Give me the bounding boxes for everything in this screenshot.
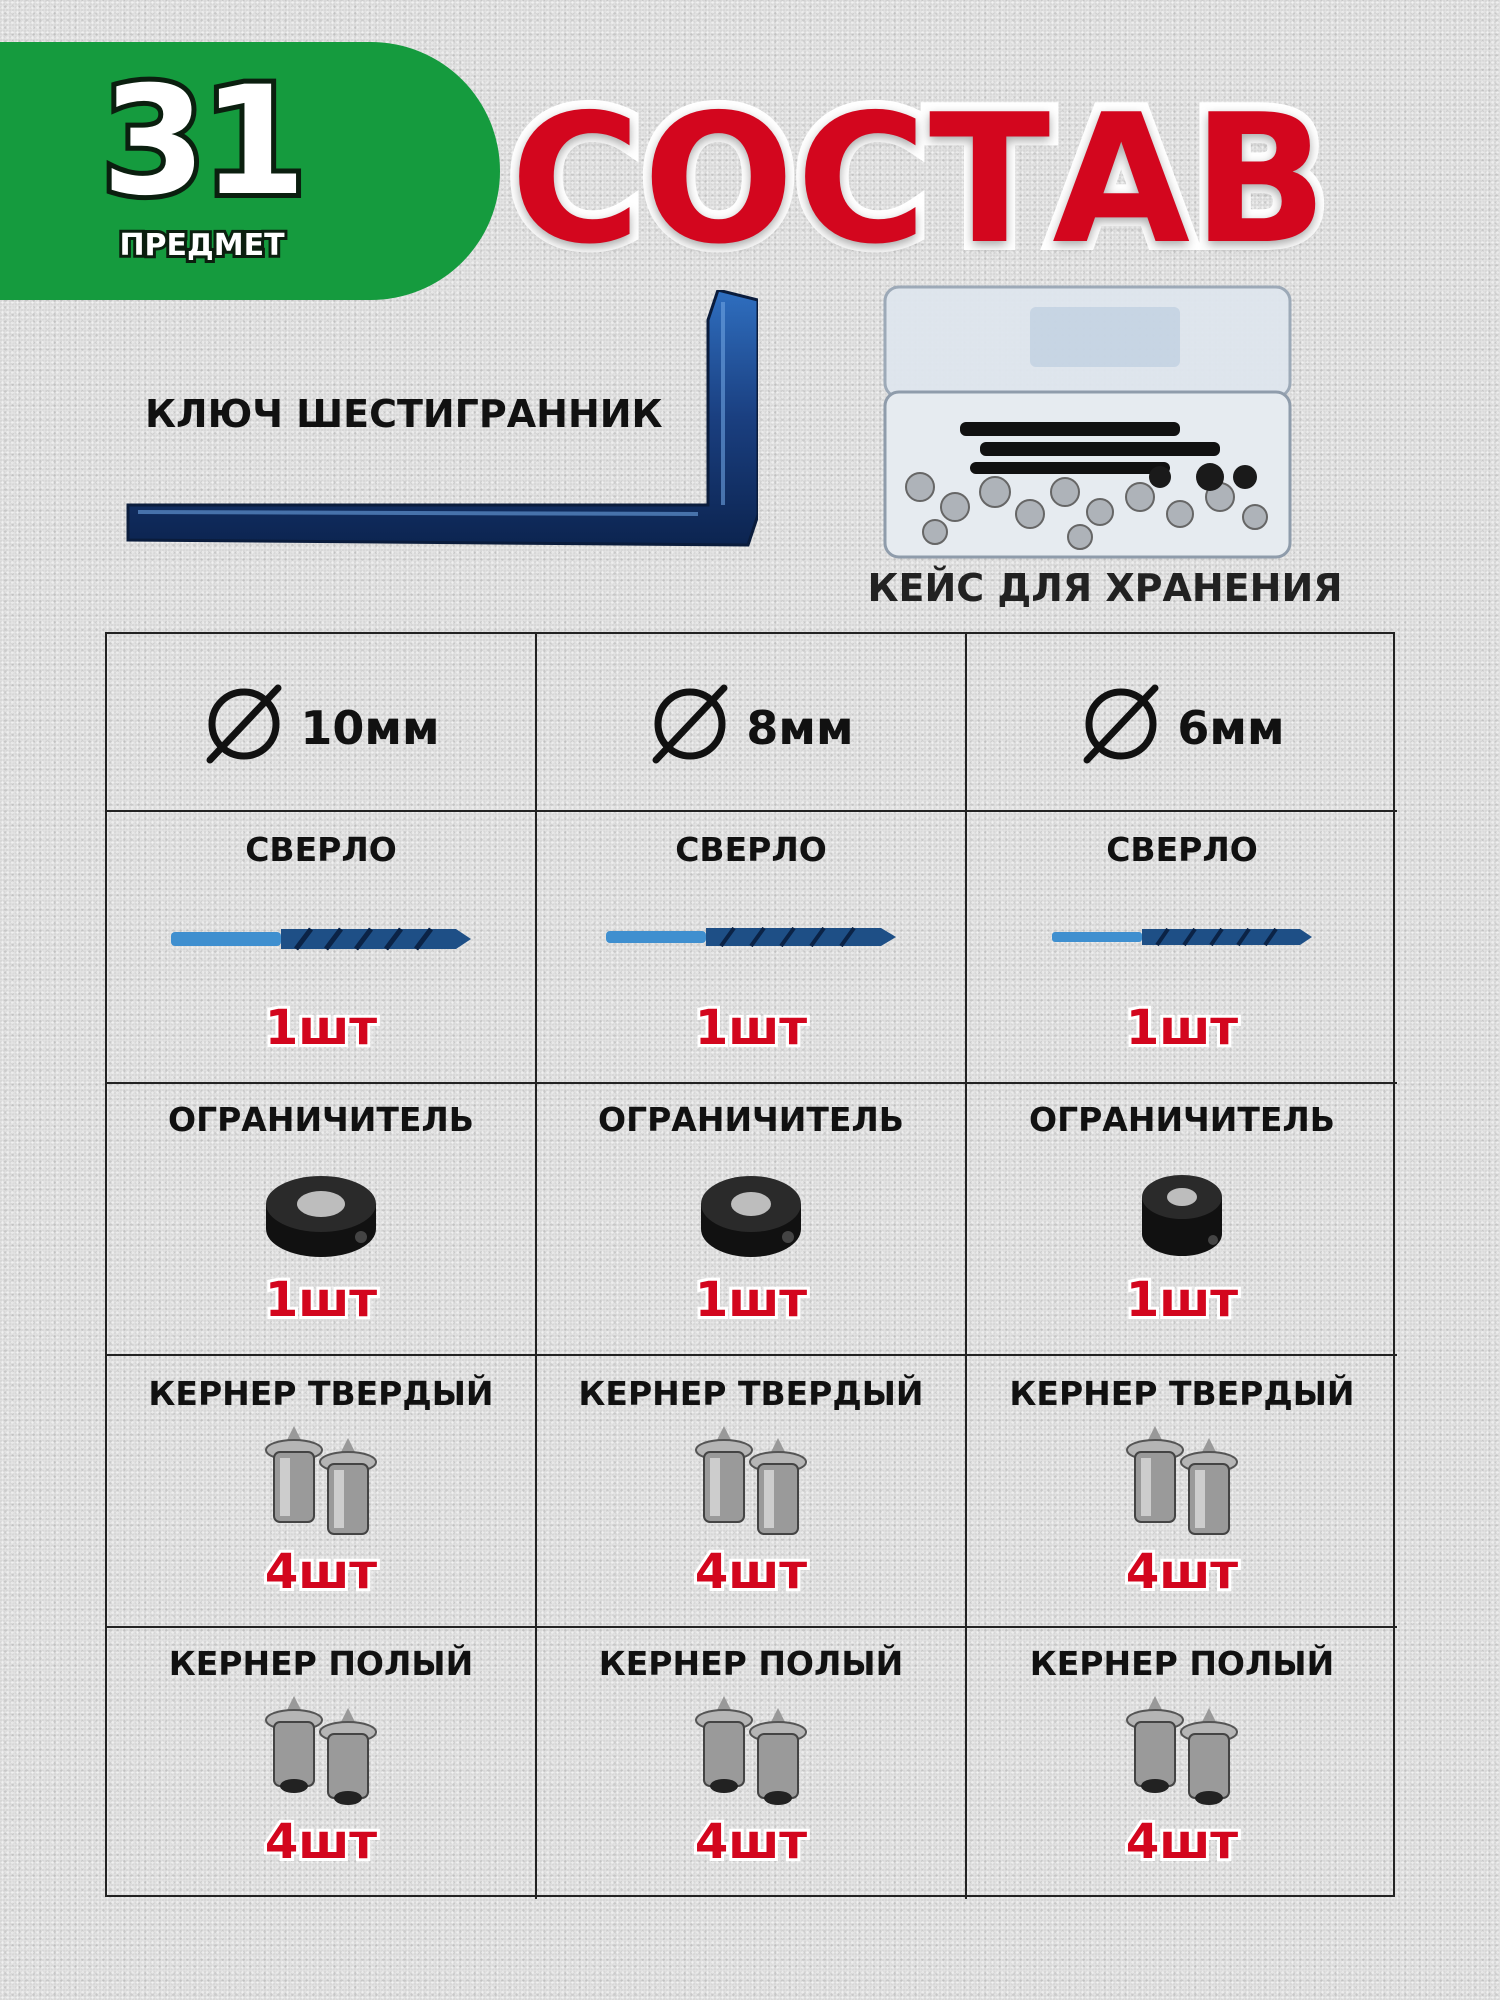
- drill-label: СВЕРЛО: [1106, 830, 1258, 869]
- hollow-dowel-marker-icon: [1117, 1694, 1247, 1814]
- hollow-marker-qty: 4шт: [694, 1814, 808, 1870]
- item-count-caption: ПРЕДМЕТ: [119, 228, 285, 263]
- solid-marker-label: КЕРНЕР ТВЕРДЫЙ: [578, 1374, 924, 1413]
- drill-bit-icon: [606, 924, 896, 950]
- diameter-value: 6мм: [1177, 701, 1285, 755]
- page-title: СОСТАВ: [510, 76, 1330, 283]
- diameter-cell: [967, 634, 1397, 812]
- hollow-marker-qty: 4шт: [264, 1814, 378, 1870]
- stop-collar-icon: [1137, 1172, 1227, 1262]
- hex-key-icon: [118, 290, 758, 560]
- stopper-cell: [107, 1084, 537, 1356]
- solid-marker-cell: [967, 1356, 1397, 1628]
- storage-case-label: КЕЙС ДЛЯ ХРАНЕНИЯ: [867, 566, 1343, 610]
- solid-marker-qty: 4шт: [1125, 1544, 1239, 1600]
- stop-collar-icon: [696, 1169, 806, 1259]
- solid-marker-cell: [107, 1356, 537, 1628]
- solid-marker-cell: [537, 1356, 967, 1628]
- hollow-dowel-marker-icon: [686, 1694, 816, 1814]
- solid-marker-qty: 4шт: [264, 1544, 378, 1600]
- stopper-qty: 1шт: [694, 1272, 808, 1328]
- drill-qty: 1шт: [264, 1000, 378, 1056]
- drill-bit-icon: [1052, 926, 1312, 948]
- solid-marker-qty: 4шт: [694, 1544, 808, 1600]
- diameter-cell: [107, 634, 537, 812]
- hollow-marker-qty: 4шт: [1125, 1814, 1239, 1870]
- item-count: 31: [101, 55, 303, 229]
- solid-dowel-marker-icon: [256, 1424, 386, 1544]
- stopper-label: ОГРАНИЧИТЕЛЬ: [168, 1100, 474, 1139]
- hollow-marker-cell: [967, 1628, 1397, 1899]
- drill-bit-icon: [171, 924, 471, 954]
- drill-qty: 1шт: [1125, 1000, 1239, 1056]
- drill-cell: [107, 812, 537, 1084]
- diameter-value: 10мм: [300, 701, 440, 755]
- stopper-qty: 1шт: [1125, 1272, 1239, 1328]
- drill-cell: [967, 812, 1397, 1084]
- drill-label: СВЕРЛО: [245, 830, 397, 869]
- stopper-label: ОГРАНИЧИТЕЛЬ: [598, 1100, 904, 1139]
- drill-label: СВЕРЛО: [675, 830, 827, 869]
- stopper-cell: [537, 1084, 967, 1356]
- diameter-icon: [1079, 682, 1163, 766]
- hollow-marker-cell: [107, 1628, 537, 1899]
- solid-dowel-marker-icon: [1117, 1424, 1247, 1544]
- hollow-marker-label: КЕРНЕР ПОЛЫЙ: [1029, 1644, 1335, 1683]
- diameter-cell: [537, 634, 967, 812]
- storage-case-icon: [880, 282, 1300, 562]
- solid-marker-label: КЕРНЕР ТВЕРДЫЙ: [148, 1374, 494, 1413]
- hollow-marker-label: КЕРНЕР ПОЛЫЙ: [168, 1644, 474, 1683]
- stopper-qty: 1шт: [264, 1272, 378, 1328]
- diameter-icon: [648, 682, 732, 766]
- hollow-marker-label: КЕРНЕР ПОЛЫЙ: [598, 1644, 904, 1683]
- diameter-value: 8мм: [746, 701, 854, 755]
- hollow-dowel-marker-icon: [256, 1694, 386, 1814]
- solid-dowel-marker-icon: [686, 1424, 816, 1544]
- hex-key-label: КЛЮЧ ШЕСТИГРАННИК: [145, 392, 663, 436]
- solid-marker-label: КЕРНЕР ТВЕРДЫЙ: [1009, 1374, 1355, 1413]
- stop-collar-icon: [261, 1169, 381, 1259]
- diameter-icon: [202, 682, 286, 766]
- contents-table: [105, 632, 1395, 1897]
- drill-qty: 1шт: [694, 1000, 808, 1056]
- stopper-cell: [967, 1084, 1397, 1356]
- stopper-label: ОГРАНИЧИТЕЛЬ: [1029, 1100, 1335, 1139]
- hollow-marker-cell: [537, 1628, 967, 1899]
- drill-cell: [537, 812, 967, 1084]
